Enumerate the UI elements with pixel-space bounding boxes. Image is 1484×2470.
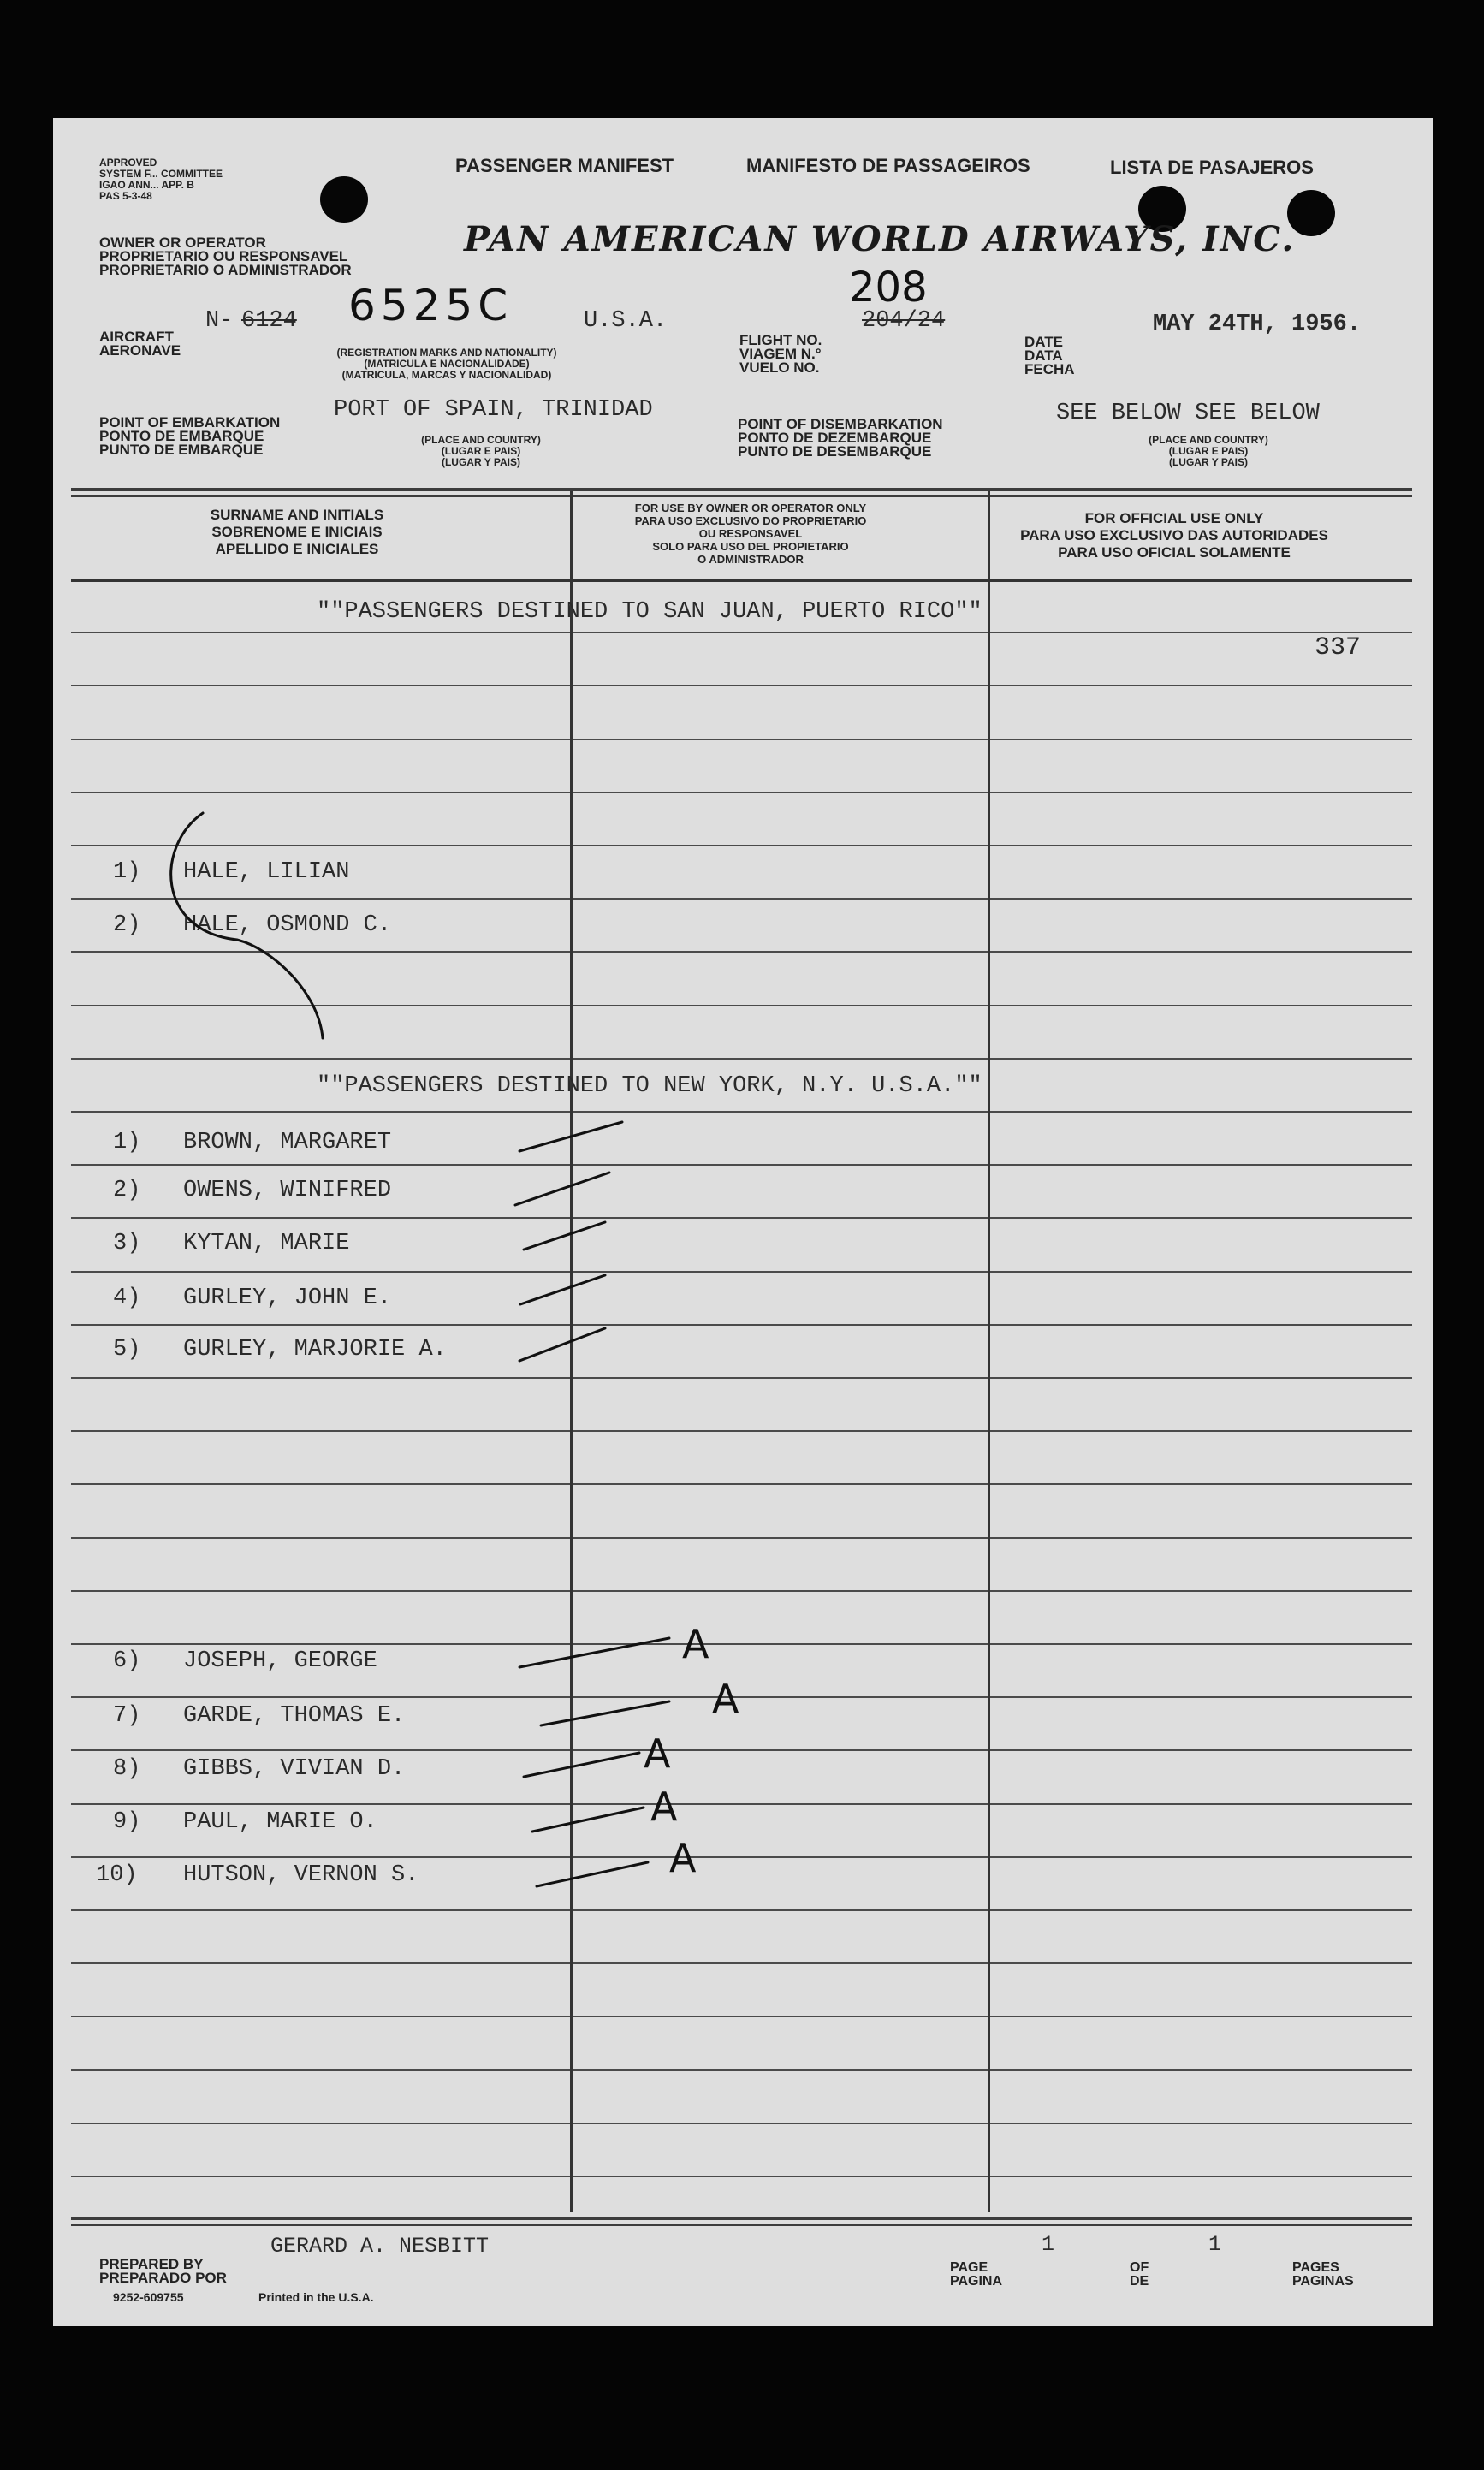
owner-label: PROPRIETARIO O ADMINISTRADOR [99, 262, 352, 278]
passenger-name: HUTSON, VERNON S. [183, 1862, 419, 1888]
prepared-by-value: GERARD A. NESBITT [270, 2234, 490, 2259]
prepared-label: PREPARED BY [99, 2256, 204, 2272]
column-header-line: PARA USO EXCLUSIVO DAS AUTORIDADES [1020, 527, 1328, 543]
passenger-name: GURLEY, MARJORIE A. [183, 1337, 447, 1363]
passenger-name: PAUL, MARIE O. [183, 1809, 377, 1835]
passenger-number: 3) [113, 1231, 141, 1256]
owner-label: OWNER OR OPERATOR [99, 235, 266, 251]
place-label: (LUGAR E PAIS) [441, 445, 521, 457]
place-label: (LUGAR E PAIS) [1168, 445, 1249, 457]
tick-stroke [519, 1122, 622, 1151]
passenger-number: 4) [113, 1285, 141, 1311]
section-heading-san-juan: ""PASSENGERS DESTINED TO SAN JUAN, PUERTO RICO"" [317, 599, 982, 625]
passenger-number: 1) [113, 1130, 141, 1155]
manifest-title-es: LISTA DE PASAJEROS [1110, 157, 1314, 178]
page-labels [950, 2261, 1002, 2289]
passenger-name: GIBBS, VIVIAN D. [183, 1756, 406, 1782]
column-header-line: SOLO PARA USO DEL PROPIETARIO [652, 540, 849, 553]
approved-line: APPROVED [99, 157, 157, 169]
passenger-name: GURLEY, JOHN E. [183, 1285, 392, 1311]
column-header-line: PARA USO OFICIAL SOLAMENTE [1058, 544, 1291, 561]
of-value: 1 [1208, 2232, 1222, 2257]
passenger-number: 5) [113, 1337, 141, 1363]
passenger-name: GARDE, THOMAS E. [183, 1703, 406, 1729]
bracket-stroke [171, 813, 323, 1038]
passenger-number: 8) [113, 1756, 141, 1782]
of-label: DE [1130, 2274, 1149, 2289]
tick-stroke [520, 1275, 605, 1304]
manifest-title-en: PASSENGER MANIFEST [455, 155, 674, 176]
aircraft-handwritten-number: 6525C [348, 281, 513, 330]
flight-label: VIAGEM N.° [739, 346, 822, 362]
tick-stroke [515, 1173, 609, 1205]
page-label: PAGINA [950, 2274, 1003, 2289]
aircraft-country: U.S.A. [584, 308, 668, 334]
page-value: 1 [1042, 2232, 1055, 2257]
section-heading-new-york: ""PASSENGERS DESTINED TO NEW YORK, N.Y. U.S.A."" [317, 1073, 982, 1099]
place-label: (LUGAR Y PAIS) [441, 456, 520, 468]
handwritten-a-mark: A [669, 1835, 697, 1881]
disembark-label: PUNTO DE DESEMBARQUE [738, 443, 932, 460]
of-label: OF [1130, 2260, 1149, 2275]
aircraft-label: AIRCRAFT [99, 329, 174, 345]
prepared-label: PREPARADO POR [99, 2270, 227, 2286]
column-header-line: PARA USO EXCLUSIVO DO PROPRIETARIO [634, 514, 867, 527]
embark-value: PORT OF SPAIN, TRINIDAD [334, 397, 653, 423]
of-labels [1130, 2261, 1149, 2289]
pages-label: PAGES [1292, 2260, 1339, 2275]
handwritten-a-mark: A [644, 1731, 671, 1777]
column-header-line: APELLIDO E INICIALES [215, 541, 379, 557]
place-label: (LUGAR Y PAIS) [1168, 456, 1248, 468]
footer-rule [71, 2217, 1412, 2220]
column-header-line: OU RESPONSAVEL [698, 527, 803, 540]
flight-label: VUELO NO. [739, 359, 820, 376]
passenger-name: BROWN, MARGARET [183, 1130, 392, 1155]
official-note: 337 [1315, 633, 1362, 662]
printed-in: Printed in the U.S.A. [258, 2290, 374, 2304]
column-header-line: FOR USE BY OWNER OR OPERATOR ONLY [634, 502, 867, 514]
pages-label: PAGINAS [1292, 2274, 1354, 2289]
flight-handwritten-number: 208 [849, 264, 928, 312]
aircraft-struck-number: 6124 [241, 308, 297, 334]
passenger-number: 2) [113, 1178, 141, 1203]
date-value: MAY 24TH, 1956. [1153, 312, 1362, 337]
registration-label: (MATRICULA E NACIONALIDADE) [364, 358, 530, 370]
registration-label: (REGISTRATION MARKS AND NATIONALITY) [336, 347, 557, 359]
manifest-sheet [53, 118, 1433, 2326]
place-label: (PLACE AND COUNTRY) [421, 434, 541, 446]
footer-rule [71, 2224, 1412, 2226]
embark-label: PUNTO DE EMBARQUE [99, 442, 264, 458]
date-label: DATA [1024, 347, 1063, 364]
handwritten-a-mark: A [650, 1784, 678, 1830]
date-label: FECHA [1024, 361, 1075, 377]
tick-stroke [524, 1753, 639, 1777]
passenger-number: 7) [113, 1703, 141, 1729]
flight-label: FLIGHT NO. [739, 332, 822, 348]
passenger-number: 9) [113, 1809, 141, 1835]
airline-name: PAN AMERICAN WORLD AIRWAYS, INC. [464, 219, 1296, 259]
passenger-number: 6) [113, 1648, 141, 1674]
passenger-name: OWENS, WINIFRED [183, 1178, 392, 1203]
passenger-number: 2) [113, 912, 141, 938]
aircraft-prefix: N- [205, 308, 234, 334]
column-header-line: SOBRENOME E INICIAIS [211, 524, 383, 540]
disembark-value: SEE BELOW SEE BELOW [1056, 401, 1320, 426]
owner-label: PROPRIETARIO OU RESPONSAVEL [99, 248, 348, 264]
column-header-line: SURNAME AND INITIALS [210, 507, 384, 523]
flight-struck-number: 204/24 [862, 308, 946, 334]
tick-stroke [519, 1328, 605, 1361]
disembark-label: PONTO DE DEZEMBARQUE [738, 430, 932, 446]
passenger-name: KYTAN, MARIE [183, 1231, 350, 1256]
passenger-name: JOSEPH, GEORGE [183, 1648, 377, 1674]
registration-label: (MATRICULA, MARCAS Y NACIONALIDAD) [341, 369, 552, 381]
tick-stroke [519, 1638, 669, 1667]
column-header-line: FOR OFFICIAL USE ONLY [1084, 510, 1264, 526]
column-header-line: O ADMINISTRADOR [697, 553, 804, 566]
tick-stroke [537, 1862, 648, 1886]
handwritten-a-mark: A [682, 1621, 709, 1667]
embark-label: POINT OF EMBARKATION [99, 414, 281, 430]
date-label: DATE [1024, 334, 1064, 350]
manifest-title-pt: MANIFESTO DE PASSAGEIROS [746, 155, 1030, 176]
passenger-name: HALE, LILIAN [183, 859, 350, 885]
passenger-number: 1) [113, 859, 141, 885]
embark-label: PONTO DE EMBARQUE [99, 428, 264, 444]
passenger-number: 10) [96, 1862, 138, 1888]
aircraft-label: AERONAVE [99, 342, 181, 359]
prepared-by-labels [99, 2258, 227, 2285]
pages-labels [1292, 2261, 1354, 2289]
tick-stroke [532, 1808, 644, 1832]
approved-line: IGAO ANN... APP. B [99, 179, 194, 191]
passenger-name: HALE, OSMOND C. [183, 912, 392, 938]
handwritten-strokes [53, 118, 1433, 2326]
approved-line: SYSTEM F... COMMITTEE [99, 168, 223, 180]
page-label: PAGE [950, 2260, 988, 2275]
disembark-label: POINT OF DISEMBARKATION [738, 416, 943, 432]
handwritten-a-mark: A [712, 1676, 739, 1722]
tick-stroke [524, 1222, 605, 1250]
place-label: (PLACE AND COUNTRY) [1149, 434, 1268, 446]
tick-stroke [541, 1701, 669, 1725]
form-number: 9252-609755 [113, 2290, 184, 2304]
approved-line: PAS 5-3-48 [99, 190, 152, 202]
